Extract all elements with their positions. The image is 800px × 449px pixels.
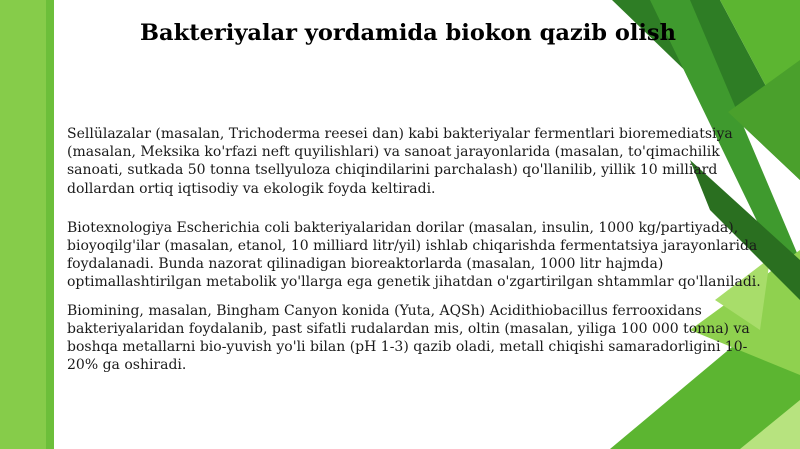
paragraph-biotechnology: Biotexnologiya Escherichia coli bakteriyalaridan dorilar (masalan, insulin, 1000 kg/partiyada), bioyoqilg'ilar (masalan, etanol, 10 milliard litr/yil) ishlab chiqarishda fermentatsiya jarayonlarida foydalanadi. Bunda nazorat qilinadigan bioreaktorlarda (masalan, 1000 litr hajmda) optimallashtirilgan metabolik yo'llarga ega genetik jihatdan o'zgartirilgan shtammlar qo'llaniladi. [67, 219, 761, 291]
slide-title: Bakteriyalar yordamida biokon qazib olish [140, 20, 676, 46]
paragraph-biomining: Biomining, masalan, Bingham Canyon konida (Yuta, AQSh) Acidithiobacillus ferrooxidans bakteriyalaridan foydalanib, past sifatli rudalardan mis, oltin (masalan, yiliga 100 000 tonna) va boshqa metallarni bio-yuvish yo'li bilan (pH 1-3) qazib oladi, metall chiqishi samaradorligini 10-20% ga oshiradi. [67, 302, 750, 374]
slide-body [67, 125, 767, 374]
paragraph-cellulase: Sellülazalar (masalan, Trichoderma reesei dan) kabi bakteriyalar fermentlari bioremediatsiya (masalan, Meksika ko'rfazi neft quyilishlari) va sanoat jarayonlarida (masalan, to'qimachilik sanoati, sutkada 50 tonna tsellyuloza chiqindilarini parchalash) qo'llanilib, yillik 10 milliard dollardan ortiq iqtisodiy va ekologik foyda keltiradi. [67, 126, 733, 197]
